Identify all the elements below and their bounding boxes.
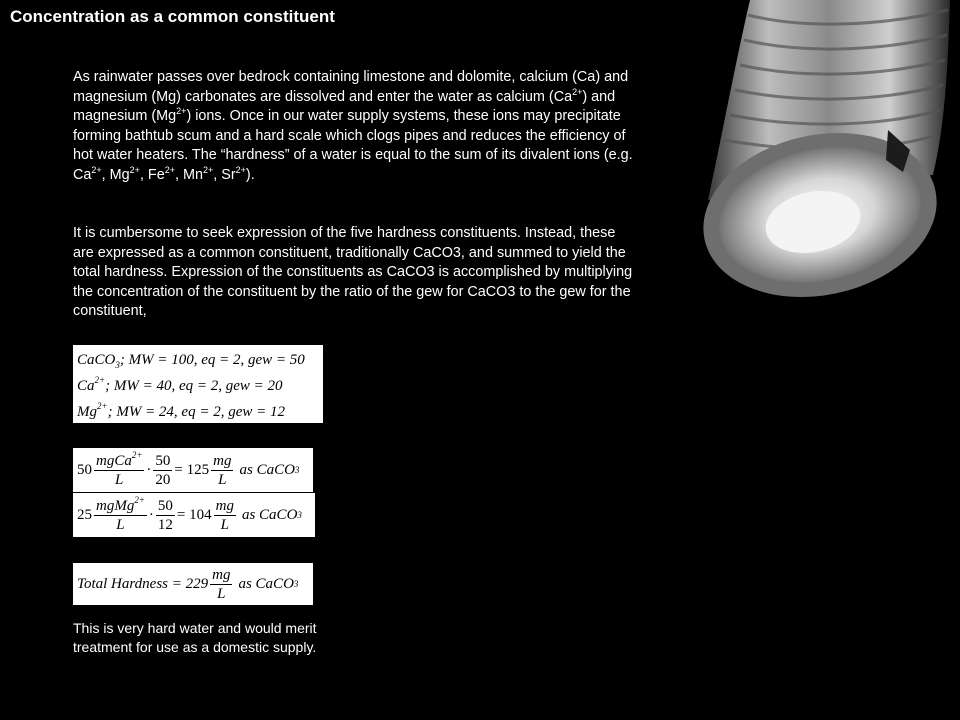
magnesium-conversion-equation: 25 $\frac{mgMg^{2+}}{L}$ · $\frac{50}{12}$ = 104 $\frac{mg}{L}$ as CaCO 3 xyxy=(73,493,315,537)
intro-paragraph: As rainwater passes over bedrock containing limestone and dolomite, calcium (Ca) and magnesium (Mg) carbonates are dissolved and enter the water as calcium $(Ca^{2+})$ and magnesium $(Mg^{2+})$ ions. Once in our water supply systems, these ions may precipitate forming bathtub scum and a hard scale which clogs pipes and reduces the efficiency of hot water heaters. The “hardness” of a water is equal to the sum of its divalent ions (e.g. $Ca^{2+}$, $Mg^{2+}$, $Fe^{2+}$, $Mn^{2+}$, $Sr^{2+}$). xyxy=(73,69,633,183)
equation-mg: $Mg^{2+}$; MW = 24, eq = 2, gew = 12 xyxy=(77,401,285,420)
expression-paragraph: It is cumbersome to seek expression of the five hardness constituents. Instead, these are expressed as a common constituent, traditionally CaCO3, and summed to yield the total hardness. Expression of the constituents as CaCO3 is accomplished by multiplying the concentration of the constituent by the ratio of the gew for CaCO3 to the gew for the constituent, xyxy=(73,225,633,319)
equation-ca: $Ca^{2+}$; MW = 40, eq = 2, gew = 20 xyxy=(77,375,283,394)
gew-equations xyxy=(73,345,323,423)
page-title: Concentration as a common constituent xyxy=(10,7,335,26)
scaled-pipe-photo xyxy=(648,0,960,310)
total-hardness-equation: Total Hardness = 229 $\frac{mg}{L}$ as CaCO 3 xyxy=(73,563,313,605)
conclusion-paragraph: This is very hard water and would merit treatment for use as a domestic supply. xyxy=(73,620,317,655)
calcium-conversion-equation: 50 $\frac{mgCa^{2+}}{L}$ · $\frac{50}{20}$ = 125 $\frac{mg}{L}$ as CaCO 3 xyxy=(73,448,313,492)
equation-caco3: CaCO$_3$; MW = 100, eq = 2, gew = 50 xyxy=(77,352,305,370)
